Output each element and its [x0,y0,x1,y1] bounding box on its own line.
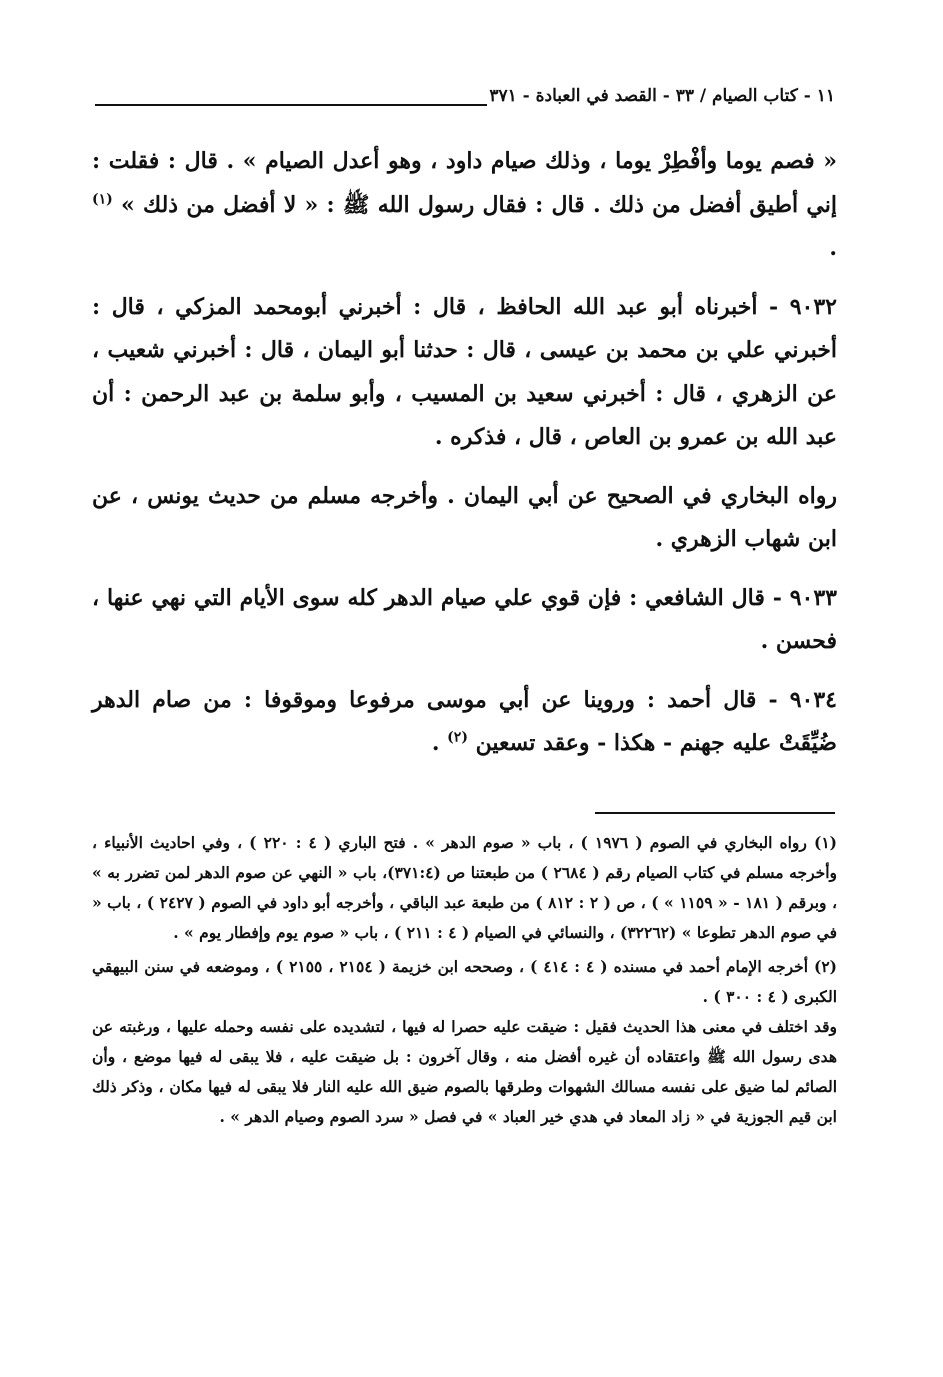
footnote-commentary: وقد اختلف في معنى هذا الحديث فقيل : ضيقت عليه حصرا له فيها ، لتشديده على نفسه وحمله عليها ، ورغبته عن هدى رسول الله ﷺ واعتقاده أن غيره أفضل منه ، وقال آخرون : بل ضيقت عليه ، فلا يبقى له فيها موضع ، وأن الصائم لما ضيق على نفسه مسالك الشهوات وطرقها بالصوم ضيق الله عليه النار فلا يبقى له فيها مكان ، وذكر ذلك ابن قيم الجوزية في « زاد المعاد في هدي خير العباد » في فصل « سرد الصوم وصيام الدهر » . [92,1017,837,1126]
header-title: ١١ - كتاب الصيام / ٣٣ - القصد في العبادة - ٣٧١ [489,86,835,106]
paragraph-text: « فصم يوما وأفْطِرْ يوما ، وذلك صيام داود ، وهو أعدل الصيام » . قال : فقلت : إني أطيق أفضل من ذلك . قال : فقال رسول الله ﷺ : « لا أفضل من ذلك » [92,148,837,218]
paragraph-hadith-continuation [92,140,837,271]
main-text [92,140,837,781]
header-rule [95,104,487,106]
footnotes [92,828,837,1132]
footnote-1: (١) رواه البخاري في الصوم ( ١٩٧٦ ) ، باب « صوم الدهر » . فتح الباري ( ٤ : ٢٢٠ ) ، وفي احاديث الأنبياء ، وأخرجه مسلم في كتاب الصيام رقم ( ٢٦٨٤ ) من طبعتنا ص (٣٧١:٤)، باب « النهي عن صوم الدهر لمن تضرر به » ، وبرقم ( ١٨١ - « ١١٥٩ » ) ، ص ( ٢ : ٨١٢ ) من طبعة عبد الباقي ، وأخرجه أبو داود في الصوم ( ٢٤٢٧ ) ، باب « في صوم الدهر تطوعا » (٣٢٢٦٢) ، والنسائي في الصيام ( ٤ : ٢١١ ) ، باب « صوم يوم وإفطار يوم » . [92,833,837,942]
paragraph-end: . [829,235,837,261]
footnote-2: (٢) أخرجه الإمام أحمد في مسنده ( ٤ : ٤١٤ ) ، وصححه ابن خزيمة ( ٢١٥٤ ، ٢١٥٥ ) ، وموضعه في سنن البيهقي الكبرى ( ٤ : ٣٠٠ ) . [92,957,837,1006]
paragraph-9032: ٩٠٣٢ - أخبرناه أبو عبد الله الحافظ ، قال : أخبرني أبومحمد المزكي ، قال : أخبرني علي بن محمد بن عيسى ، قال : حدثنا أبو اليمان ، قال : أخبرني شعيب ، عن الزهري ، قال : أخبرني سعيد بن المسيب ، وأبو سلمة بن عبد الرحمن : أن عبد الله بن عمرو بن العاص ، قال ، فذكره . [92,293,837,450]
footnote-ref-2: (٢) [447,729,468,746]
running-header [95,80,835,120]
paragraph-narration: رواه البخاري في الصحيح عن أبي اليمان . وأخرجه مسلم من حديث يونس ، عن ابن شهاب الزهري . [92,482,837,552]
paragraph-9034 [92,679,837,766]
footnote-ref-1: (١) [92,191,113,208]
footnote-separator [595,812,835,814]
paragraph-9033: ٩٠٣٣ - قال الشافعي : فإن قوي علي صيام الدهر كله سوى الأيام التي نهي عنها ، فحسن . [92,584,837,654]
paragraph-end: . [431,730,448,756]
paragraph-text: ٩٠٣٤ - قال أحمد : وروينا عن أبي موسى مرفوعا وموقوفا : من صام الدهر ضُيِّقَتْ عليه جهنم - هكذا - وعقد تسعين [92,686,837,756]
